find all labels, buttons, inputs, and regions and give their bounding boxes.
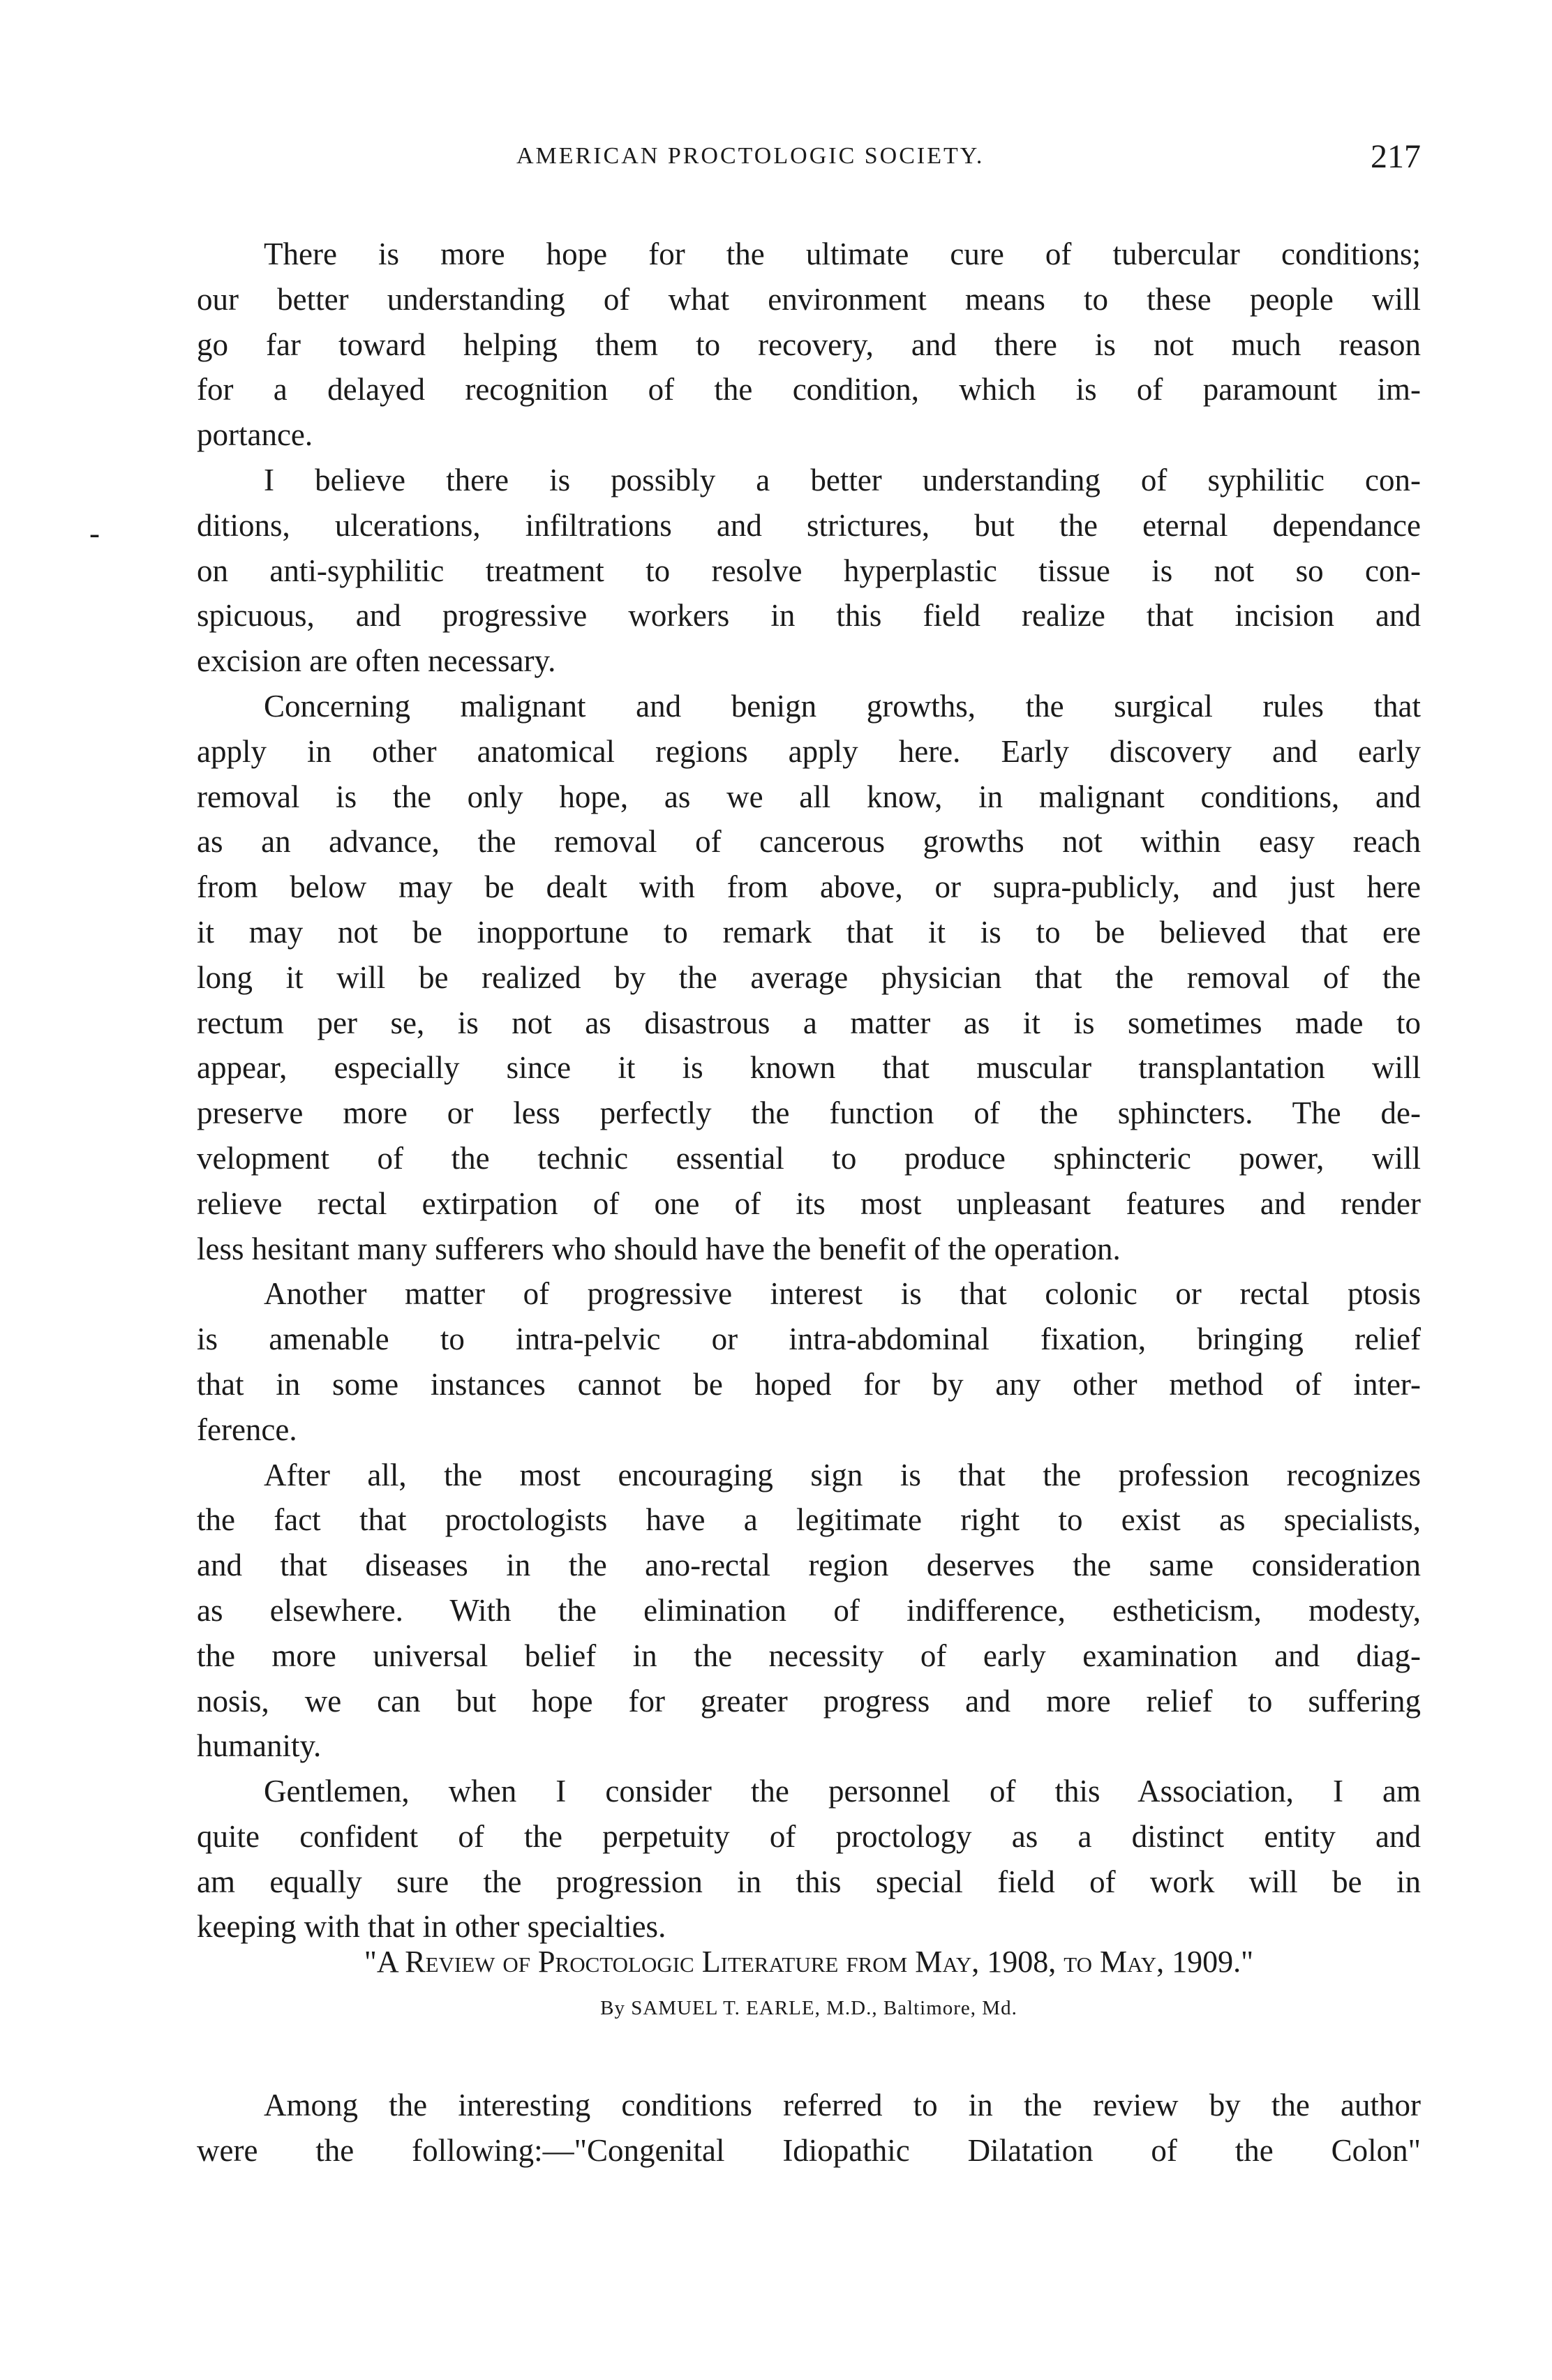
text-line: that in some instances cannot be hoped for by any other method of inter- bbox=[197, 1366, 1421, 1402]
text-line: excision are often necessary. bbox=[197, 643, 556, 679]
text-line: nosis, we can but hope for greater progress and more relief to suffering bbox=[197, 1683, 1421, 1719]
text-line: less hesitant many sufferers who should have the benefit of the operation. bbox=[197, 1231, 1121, 1266]
text-line: were the following:—"Congenital Idiopathic Dilatation of the Colon" bbox=[197, 2132, 1421, 2168]
text-line: humanity. bbox=[197, 1728, 322, 1764]
text-line: our better understanding of what environment means to these people will bbox=[197, 281, 1421, 317]
text-line: the fact that proctologists have a legitimate right to exist as specialists, bbox=[197, 1502, 1421, 1538]
page-number: 217 bbox=[1371, 138, 1421, 175]
text-line: apply in other anatomical regions apply here. Early discovery and early bbox=[197, 733, 1421, 769]
text-line: Among the interesting conditions referred to in the review by the author bbox=[264, 2088, 1421, 2123]
section-body bbox=[197, 2083, 1421, 2173]
section-byline: By SAMUEL T. EARLE, M.D., Baltimore, Md. bbox=[600, 1997, 1017, 2019]
body-text bbox=[197, 232, 1421, 1949]
paragraph bbox=[197, 1769, 1421, 1949]
text-line: appear, especially since it is known that muscular transplantation will bbox=[197, 1050, 1421, 1086]
text-line: After all, the most encouraging sign is that the profession recognizes bbox=[264, 1457, 1421, 1492]
text-line: There is more hope for the ultimate cure of tubercular conditions; bbox=[264, 237, 1421, 271]
text-line: go far toward helping them to recovery, and there is not much reason bbox=[197, 327, 1421, 362]
paragraph bbox=[197, 1453, 1421, 1769]
paragraph bbox=[197, 458, 1421, 684]
text-line: is amenable to intra-pelvic or intra-abdominal fixation, bringing relief bbox=[197, 1322, 1421, 1357]
text-line: Gentlemen, when I consider the personnel of this Association, I am bbox=[264, 1774, 1421, 1809]
text-line: removal is the only hope, as we all know, in malignant conditions, and bbox=[197, 779, 1421, 814]
text-line: am equally sure the progression in this special field of work will be in bbox=[197, 1864, 1421, 1899]
text-line: it may not be inopportune to remark that it is to be believed that ere bbox=[197, 914, 1421, 950]
text-line: ference. bbox=[197, 1412, 297, 1447]
text-line: portance. bbox=[197, 417, 313, 453]
text-line: ditions, ulcerations, infiltrations and strictures, but the eternal dependance bbox=[197, 507, 1421, 543]
text-line: for a delayed recognition of the condition, which is of paramount im- bbox=[197, 372, 1421, 407]
text-line: as elsewhere. With the elimination of indifference, estheticism, modesty, bbox=[197, 1592, 1421, 1628]
text-line: keeping with that in other specialties. bbox=[197, 1909, 666, 1945]
paragraph bbox=[197, 232, 1421, 458]
text-line: spicuous, and progressive workers in this field realize that incision and bbox=[197, 598, 1421, 634]
text-line: as an advance, the removal of cancerous growths not within easy reach bbox=[197, 824, 1421, 860]
paragraph bbox=[197, 1271, 1421, 1452]
text-line: relieve rectal extirpation of one of its most unpleasant features and render bbox=[197, 1185, 1421, 1221]
text-line: Another matter of progressive interest is that colonic or rectal ptosis bbox=[264, 1276, 1421, 1312]
text-line: from below may be dealt with from above, or supra-publicly, and just here bbox=[197, 869, 1421, 905]
paragraph bbox=[197, 684, 1421, 1271]
text-line: Concerning malignant and benign growths, the surgical rules that bbox=[264, 688, 1421, 724]
text-line: rectum per se, is not as disastrous a matter as it is sometimes made to bbox=[197, 1005, 1421, 1040]
text-line: on anti-syphilitic treatment to resolve hyperplastic tissue is not so con- bbox=[197, 553, 1421, 588]
running-header bbox=[197, 138, 1421, 185]
text-line: the more universal belief in the necessity of early examination and diag- bbox=[197, 1638, 1421, 1673]
text-line: quite confident of the perpetuity of proctology as a distinct entity and bbox=[197, 1818, 1421, 1854]
margin-mark: - bbox=[89, 516, 100, 551]
section-title: "A Review of Proctologic Literature from May, 1908, to May, 1909." bbox=[364, 1945, 1254, 1979]
text-line: preserve more or less perfectly the function of the sphincters. The de- bbox=[197, 1095, 1421, 1131]
text-line: I believe there is possibly a better understanding of syphilitic con- bbox=[264, 462, 1421, 497]
text-line: and that diseases in the ano-rectal region deserves the same consideration bbox=[197, 1548, 1421, 1583]
running-header-title: AMERICAN PROCTOLOGIC SOCIETY. bbox=[516, 143, 985, 169]
text-line: velopment of the technic essential to produce sphincteric power, will bbox=[197, 1140, 1421, 1176]
text-line: long it will be realized by the average physician that the removal of the bbox=[197, 959, 1421, 995]
